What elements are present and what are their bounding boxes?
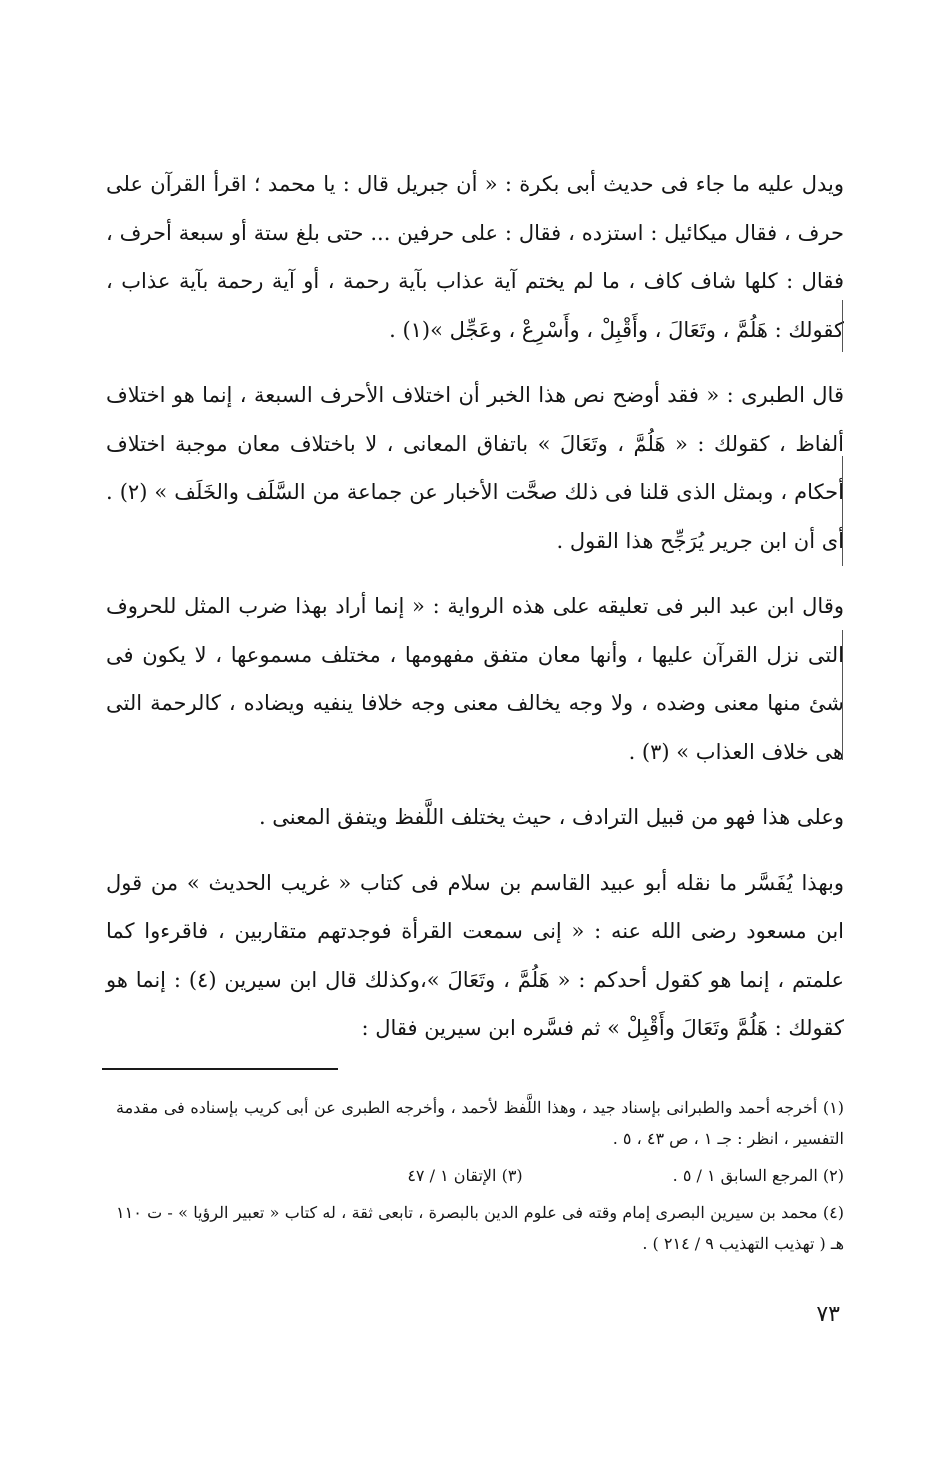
main-text	[106, 160, 844, 1070]
page-number: ٧٣	[816, 1302, 840, 1327]
paragraph-2: قال الطبرى : « فقد أوضح نص هذا الخبر أن اختلاف الأحرف السبعة ، إنما هو اختلاف ألفاظ ، كقولك : « هَلُمَّ ، وتَعَالَ » باتفاق المعانى ، لا باختلاف معان موجبة اختلاف أحكام ، وبمثل الذى قلنا فى ذلك صحَّت الأخبار عن جماعة من السَّلَف والخَلَف » (٢) . أى أن ابن جرير يُرَجِّح هذا القول .	[106, 383, 844, 553]
footnote-2: (٢) المرجع السابق ١ / ٥ .	[672, 1166, 844, 1185]
paragraph-3: وقال ابن عبد البر فى تعليقه على هذه الرواية : « إنما أراد بهذا ضرب المثل للحروف التى نزل القرآن عليها ، وأنها معان متفق مفهومها ، مختلف مسموعها ، لا يكون فى شئ منها معنى وضده ، ولا وجه يخالف معنى وجه خلافا ينفيه ويضاده ، كالرحمة التى هى خلاف العذاب » (٣) .	[106, 594, 844, 764]
footnote-separator	[102, 1068, 338, 1070]
footnote-4: (٤) محمد بن سيرين البصرى إمام وقته فى علوم الدين بالبصرة ، تابعى ثقة ، له كتاب « تعبير الرؤيا » - ت ١١٠ هـ ( تهذيب التهذيب ٩ / ٢١٤ ) .	[116, 1203, 844, 1253]
paragraph-1: ويدل عليه ما جاء فى حديث أبى بكرة : « أن جبريل قال : يا محمد ؛ اقرأ القرآن على حرف ، فقال ميكائيل : استزده ، فقال : على حرفين ... حتى بلغ ستة أو سبعة أحرف ، فقال : كلها شاف كاف ، ما لم يختم آية عذاب بآية رحمة ، أو آية رحمة بآية عذاب ، كقولك : هَلُمَّ ، وتَعَالَ ، وأَقْبِلْ ، وأَسْرِعْ ، وعَجِّل »(١) .	[106, 172, 844, 342]
footnote-row-2-3	[116, 1160, 844, 1191]
margin-mark	[842, 300, 843, 352]
footnotes	[116, 1092, 844, 1265]
footnote-3: (٣) الإتقان ١ / ٤٧	[407, 1166, 523, 1185]
footnote-1: (١) أخرجه أحمد والطبرانى بإسناد جيد ، وهذا اللَّفظ لأحمد ، وأخرجه الطبرى عن أبى كريب بإسناده فى مقدمة التفسير ، انظر : جـ ١ ، ص ٤٣ ، ٥ .	[116, 1098, 844, 1148]
margin-mark	[842, 456, 843, 566]
paragraph-5: وبهذا يُفَسَّر ما نقله أبو عبيد القاسم بن سلام فى كتاب « غريب الحديث » من قول ابن مسعود رضى الله عنه : « إنى سمعت القرأة فوجدتهم متقاربين ، فاقرءوا كما علمتم ، إنما هو كقول أحدكم : « هَلُمَّ ، وتَعَالَ »،وكذلك قال ابن سيرين (٤) : إنما هو كقولك : هَلُمَّ وتَعَالَ وأَقْبِلْ » ثم فسَّره ابن سيرين فقال :	[106, 870, 845, 1040]
margin-mark	[842, 630, 843, 760]
paragraph-4: وعلى هذا فهو من قبيل الترادف ، حيث يختلف اللَّفظ ويتفق المعنى .	[258, 805, 844, 829]
